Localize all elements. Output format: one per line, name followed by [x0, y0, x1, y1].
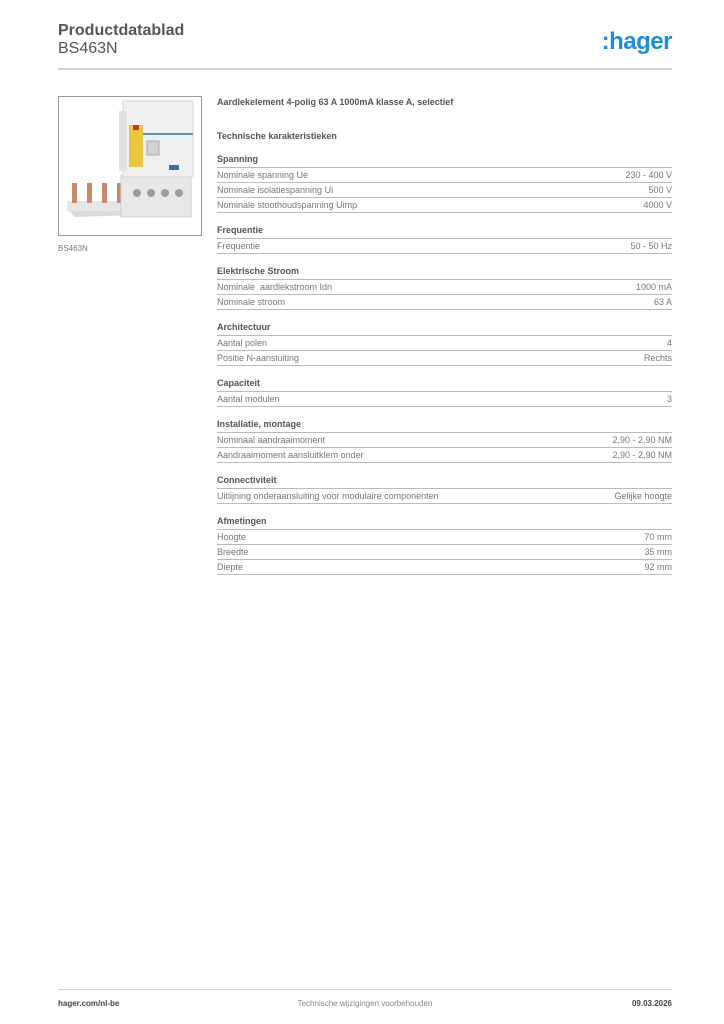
spec-label: Breedte: [217, 547, 249, 557]
group-title: Connectiviteit: [217, 474, 672, 489]
spec-row: [217, 239, 672, 254]
spec-value: 1000 mA: [635, 282, 672, 292]
spec-row: [217, 336, 672, 351]
group-title: Frequentie: [217, 224, 672, 239]
spec-label: Nominale stoothoudspanning Uimp: [217, 200, 358, 210]
spec-row: [217, 280, 672, 295]
spec-row: [217, 392, 672, 407]
footer-divider: [58, 989, 672, 990]
product-code: BS463N: [58, 40, 118, 57]
spec-row: [217, 530, 672, 545]
spec-label: Nominale stroom: [217, 297, 286, 307]
spec-value: 50 - 50 Hz: [630, 241, 672, 251]
spec-group-frequentie: [217, 224, 672, 254]
spec-label: Nominale aardlekstroom Idn: [217, 282, 333, 292]
group-title: Spanning: [217, 153, 672, 168]
spec-row: [217, 433, 672, 448]
image-caption: BS463N: [58, 244, 88, 253]
header-divider: [58, 68, 672, 70]
spec-row: [217, 183, 672, 198]
product-photo-icon: [59, 97, 202, 236]
spec-label: Nominaal aandraaimoment: [217, 435, 326, 445]
hager-logo: :hager: [601, 28, 672, 55]
section-heading: Technische karakteristieken: [217, 131, 337, 141]
spec-value: 2,90 - 2,90 NM: [612, 450, 672, 460]
spec-value: Rechts: [643, 353, 672, 363]
spec-label: Nominale isolatiespanning Ui: [217, 185, 334, 195]
spec-label: Hoogte: [217, 532, 247, 542]
spec-label: Aandraaimoment aansluitklem onder: [217, 450, 364, 460]
spec-label: Nominale spanning Ue: [217, 170, 309, 180]
spec-group-capaciteit: [217, 377, 672, 407]
group-title: Architectuur: [217, 321, 672, 336]
group-title: Installatie, montage: [217, 418, 672, 433]
spec-group-architectuur: [217, 321, 672, 366]
product-image: [58, 96, 202, 236]
spec-row: [217, 448, 672, 463]
spec-row: [217, 351, 672, 366]
spec-value: 500 V: [648, 185, 672, 195]
group-title: Capaciteit: [217, 377, 672, 392]
group-title: Afmetingen: [217, 515, 672, 530]
spec-value: 35 mm: [644, 547, 672, 557]
spec-label: Frequentie: [217, 241, 261, 251]
document-title: Productdatablad: [58, 22, 185, 39]
spec-row: [217, 295, 672, 310]
spec-label: Aantal modulen: [217, 394, 280, 404]
spec-value: 4000 V: [643, 200, 672, 210]
spec-row: [217, 168, 672, 183]
spec-label: Diepte: [217, 562, 244, 572]
spec-group-spanning: [217, 153, 672, 213]
spec-value: 92 mm: [644, 562, 672, 572]
spec-label: Aantal polen: [217, 338, 268, 348]
spec-row: [217, 489, 672, 504]
footer-disclaimer: Technische wijzigingen voorbehouden: [297, 999, 433, 1008]
spec-row: [217, 198, 672, 213]
spec-row: [217, 545, 672, 560]
spec-value: 2,90 - 2,90 NM: [612, 435, 672, 445]
page-header: [58, 22, 672, 58]
spec-value: Gelijke hoogte: [614, 491, 672, 501]
spec-value: 70 mm: [644, 532, 672, 542]
spec-label: Uitlijning onderaansluiting voor modulaire componenten: [217, 491, 439, 501]
product-description: Aardlekelement 4-polig 63 A 1000mA klasse A, selectief: [217, 97, 454, 107]
spec-group-installatie: [217, 418, 672, 463]
spec-value: 3: [666, 394, 672, 404]
spec-row: [217, 560, 672, 575]
spec-value: 63 A: [653, 297, 672, 307]
spec-group-elektrische-stroom: [217, 265, 672, 310]
footer-website-link[interactable]: hager.com/nl-be: [58, 999, 120, 1008]
spec-group-connectiviteit: [217, 474, 672, 504]
footer-date: 09.03.2026: [631, 999, 672, 1008]
spec-value: 4: [666, 338, 672, 348]
spec-group-afmetingen: [217, 515, 672, 575]
spec-value: 230 - 400 V: [625, 170, 672, 180]
spec-content: [217, 96, 672, 575]
group-title: Elektrische Stroom: [217, 265, 672, 280]
spec-label: Positie N-aansluiting: [217, 353, 300, 363]
